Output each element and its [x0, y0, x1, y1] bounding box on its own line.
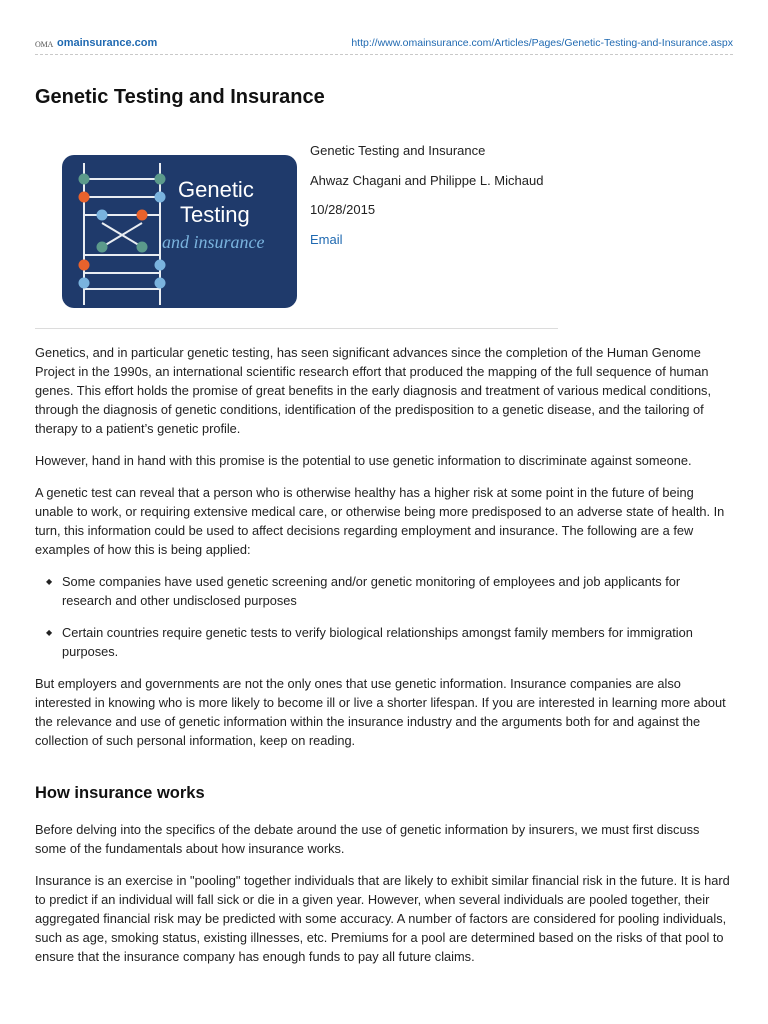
- hero-line-1: Genetic: [178, 177, 254, 202]
- meta-authors: Ahwaz Chagani and Philippe L. Michaud: [310, 172, 544, 188]
- paragraph: However, hand in hand with this promise is the potential to use genetic information to discriminate against someone.: [35, 453, 692, 468]
- meta-date: 10/28/2015: [310, 202, 376, 218]
- paragraph: Genetics, and in particular genetic testing, has seen significant advances since the completion of the Human Genome Project in the 1990s, an international scientific research effort that produced the mapping of the full sequence of human genes. This effort holds the promise of great benefits in the early diagnosis and treatment of various medical conditions, through the diagnosis of genetic conditions, identification of the predisposition to a genetic disease, and the tailoring of therapy to a patient’s genetic profile.: [35, 345, 712, 436]
- page-url-link[interactable]: http://www.omainsurance.com/Articles/Pages/Genetic-Testing-and-Insurance.aspx: [351, 37, 733, 49]
- paragraph: Before delving into the specifics of the debate around the use of genetic information by insurers, we must first discuss some of the fundamentals about how insurance works.: [35, 822, 700, 856]
- paragraph: But employers and governments are not the only ones that use genetic information. Insurance companies are also interested in knowing who is more likely to become ill or live a shorter lifespan. If you are interested in learning more about the relevance and use of genetic information within the insurance industry and the arguments both for and against the collection of such personal information, keep on reading.: [35, 676, 726, 748]
- paragraph: Insurance is an exercise in "pooling" together individuals that are likely to exhibit similar financial risk in the future. It is hard to predict if an individual will fall sick or die in a given year. However, when several individuals are pooled together, their aggregated financial risk may be predicted with some accuracy. A number of factors are considered for pooling individuals, such as age, smoking status, existing illnesses, etc. Premiums for a pool are determined based on the risks of that pool to ensure that the insurance company has enough funds to pay all future claims.: [35, 873, 730, 964]
- article-body: [35, 343, 733, 979]
- section-heading: How insurance works: [35, 784, 205, 802]
- list-item: [35, 572, 733, 610]
- email-link[interactable]: Email: [310, 232, 343, 248]
- site-name-link[interactable]: omainsurance.com: [57, 37, 158, 49]
- meta-title: Genetic Testing and Insurance: [310, 143, 486, 158]
- list-item-text: Certain countries require genetic tests to verify biological relationships amongst family members for immigration purposes.: [62, 625, 693, 659]
- hero-line-3: and insurance: [162, 232, 265, 252]
- bullet-icon: ◆: [46, 628, 53, 637]
- bullet-icon: ◆: [46, 577, 53, 586]
- page-header: [35, 34, 733, 55]
- hero-line-2: Testing: [180, 202, 250, 227]
- article-meta: [310, 143, 543, 262]
- bullet-list: [35, 572, 733, 661]
- list-item-text: Some companies have used genetic screening and/or genetic monitoring of employees and job applicants for research and other undisclosed purposes: [62, 574, 681, 608]
- hero-image: [62, 155, 297, 308]
- divider: [35, 328, 558, 329]
- list-item: [35, 623, 733, 661]
- site-favicon-icon: OMA: [35, 40, 54, 49]
- article-title: Genetic Testing and Insurance: [35, 86, 325, 108]
- paragraph: A genetic test can reveal that a person who is otherwise healthy has a higher risk at some point in the future of being unable to work, or requiring extensive medical care, or otherwise being more predisposed to an adverse state of health. In turn, this information could be used to affect decisions regarding employment and insurance. The following are a few examples of how this is being applied:: [35, 485, 725, 557]
